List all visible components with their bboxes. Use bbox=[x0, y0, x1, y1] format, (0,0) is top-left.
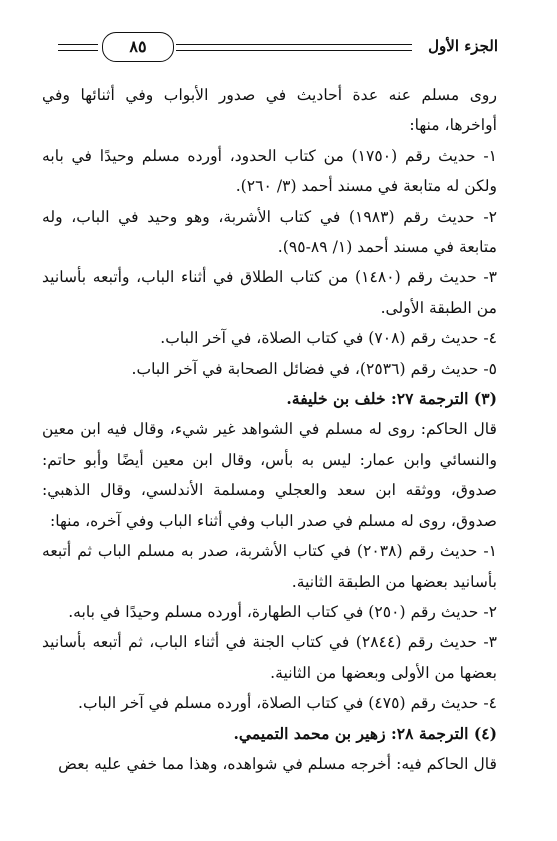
body-paragraph: قال الحاكم: روى له مسلم في الشواهد غير شيء، وقال فيه ابن معين والنسائي وابن عمار: ليس به بأس، وقال ابن معين أيضًا وأبو حاتم: صدوق، ووثقه ابن سعد والعجلي ومسلمة الأندلسي، وقال الذهبي: صدوق، روى له مسلم في صدر الباب وفي أثناء الباب وفي آخره، منها: bbox=[42, 420, 497, 530]
body-paragraph: قال الحاكم فيه: أخرجه مسلم في شواهده، وهذا مما خفي عليه بعض bbox=[58, 754, 497, 773]
page-header bbox=[58, 30, 498, 64]
page-number: ٨٥ bbox=[129, 37, 147, 56]
section-heading: (٤) الترجمة ٢٨: زهير بن محمد التميمي. bbox=[233, 723, 497, 743]
list-item: ٥- حديث رقم (٢٥٣٦)، في فضائل الصحابة في آخر الباب. bbox=[131, 359, 497, 378]
list-item: ١- حديث رقم (١٧٥٠) من كتاب الحدود، أورده مسلم وحيدًا في بابه ولكن له متابعة في مسند أحمد (٣/ ٢٦٠). bbox=[42, 146, 497, 196]
intro-paragraph: روى مسلم عنه عدة أحاديث في صدور الأبواب وفي أثنائها وفي أواخرها، منها: bbox=[42, 86, 497, 135]
list-item: ٢- حديث رقم (٢٥٠) في كتاب الطهارة، أورده مسلم وحيدًا في بابه. bbox=[68, 602, 497, 621]
page-body bbox=[42, 80, 497, 779]
list-item: ٢- حديث رقم (١٩٨٣) في كتاب الأشربة، وهو وحيد في الباب، وله متابعة في مسند أحمد (١/ ٨٩-٩٥). bbox=[42, 207, 497, 257]
header-rule-left bbox=[58, 44, 98, 51]
page-number-badge bbox=[102, 32, 174, 62]
list-item: ٤- حديث رقم (٤٧٥) في كتاب الصلاة، أورده مسلم في آخر الباب. bbox=[78, 694, 497, 713]
list-item: ٤- حديث رقم (٧٠٨) في كتاب الصلاة، في آخر الباب. bbox=[160, 329, 497, 348]
list-item: ٣- حديث رقم (١٤٨٠) من كتاب الطلاق في أثناء الباب، وأتبعه بأسانيد من الطبقة الأولى. bbox=[42, 268, 497, 317]
list-item: ٣- حديث رقم (٢٨٤٤) في كتاب الجنة في أثناء الباب، ثم أتبعه بأسانيد بعضها من الأولى وبعضها من الثانية. bbox=[42, 633, 497, 682]
running-title: الجزء الأول bbox=[428, 37, 498, 55]
section-heading: (٣) الترجمة ٢٧: خلف بن خليفة. bbox=[286, 389, 497, 409]
header-rule-right bbox=[176, 44, 412, 51]
list-item: ١- حديث رقم (٢٠٣٨) في كتاب الأشربة، صدر به مسلم الباب ثم أتبعه بأسانيد بعضها من الطبقة الثانية. bbox=[42, 542, 497, 591]
